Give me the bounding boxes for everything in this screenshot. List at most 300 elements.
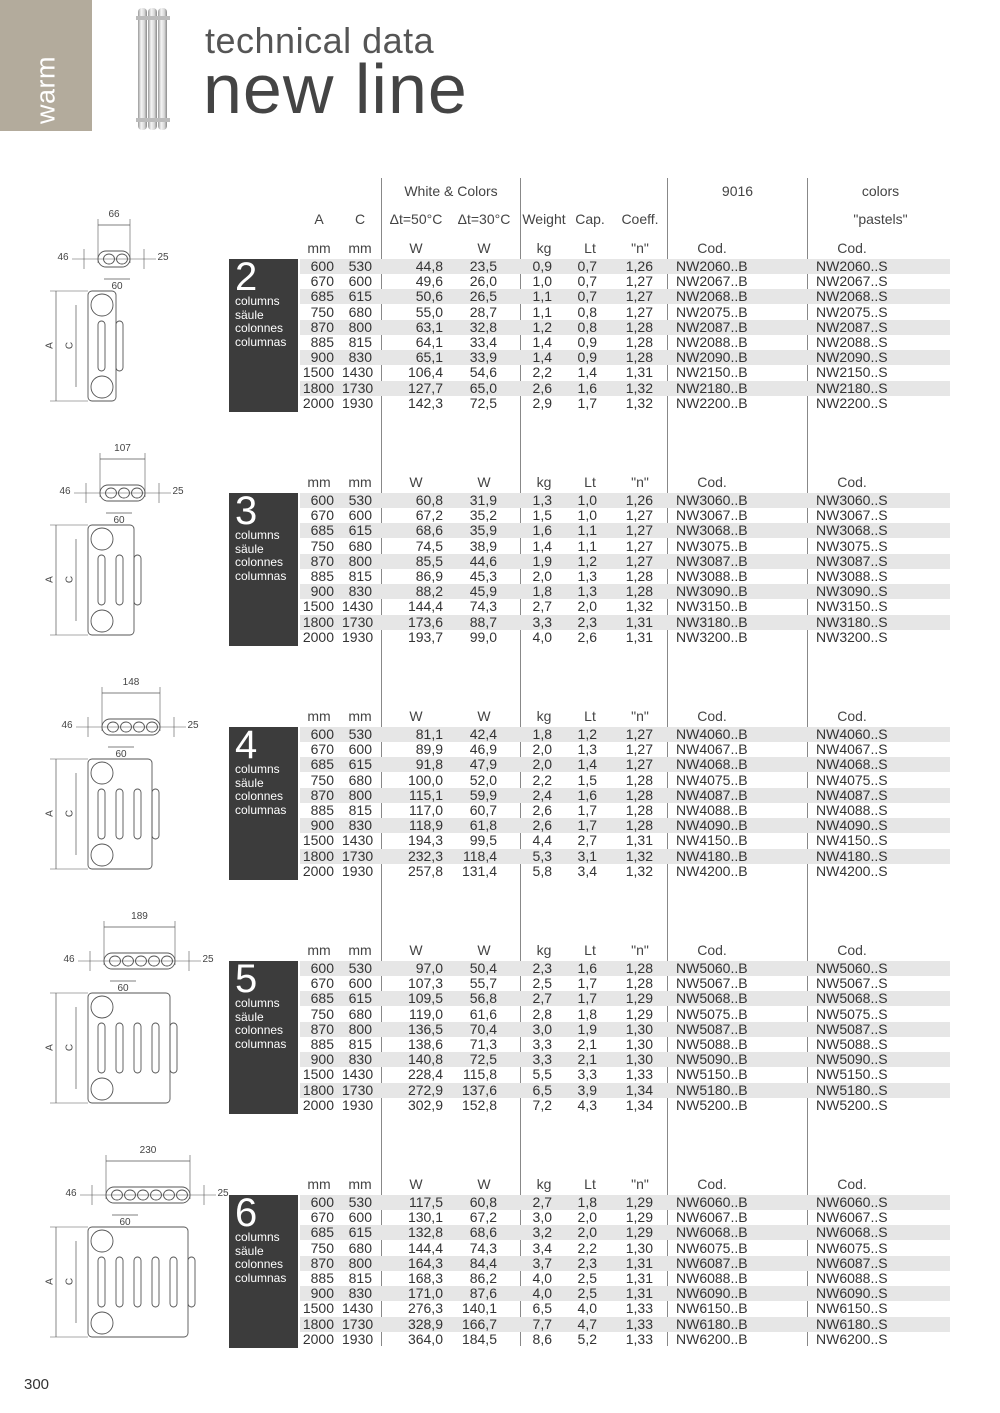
header-white-colors: White & Colors: [404, 183, 498, 199]
table-cell: 2000: [302, 394, 334, 411]
table-cell: 680: [348, 1005, 372, 1022]
table-cell: NW2068..S: [816, 288, 888, 305]
table-cell: NW6200..S: [816, 1330, 888, 1347]
table-cell: NW6060..S: [816, 1194, 888, 1210]
columns-block: [229, 255, 298, 412]
table-cell: 1,31: [625, 1270, 653, 1286]
unit-label: Cod.: [837, 240, 867, 256]
table-cell: 1,32: [625, 394, 653, 411]
table-cell: 1,1: [532, 303, 552, 320]
table-cell: NW2180..S: [816, 379, 888, 396]
table-cell: NW2200..B: [676, 394, 748, 411]
table-cell: 1,8: [577, 1005, 597, 1022]
table-cell: 4,0: [532, 1285, 552, 1302]
table-cell: NW3068..B: [676, 522, 748, 539]
table-cell: 1800: [302, 613, 334, 630]
table-cell: NW3088..S: [816, 568, 888, 584]
table-cell: 1,28: [625, 349, 653, 366]
table-cell: NW5075..S: [816, 1005, 888, 1022]
table-cell: 670: [310, 507, 334, 524]
table-cell: 1,29: [625, 1005, 653, 1022]
table-cell: 600: [348, 273, 372, 290]
table-cell: 670: [310, 1209, 334, 1226]
table-cell: 670: [310, 741, 334, 758]
table-cell: 5,3: [532, 847, 552, 864]
table-cell: 615: [348, 522, 372, 539]
table-cell: 1,7: [577, 990, 597, 1007]
table-cell: 1,9: [532, 552, 552, 569]
table-cell: 115,1: [409, 786, 443, 803]
table-cell: 3,0: [532, 1020, 552, 1037]
table-cell: 1,6: [577, 379, 597, 396]
table-cell: 600: [348, 1209, 372, 1226]
table-cell: 32,8: [469, 318, 497, 335]
diagram-depth-right-label: 25: [202, 954, 214, 965]
table-cell: 885: [310, 1270, 334, 1286]
header-weight: Weight: [522, 211, 566, 227]
table-cell: NW3090..B: [676, 583, 748, 600]
unit-label: Lt: [584, 942, 596, 958]
table-cell: 2,0: [577, 598, 597, 615]
diagram-a-label: A: [44, 1278, 56, 1285]
table-cell: NW2060..S: [816, 258, 888, 274]
table-cell: 1930: [342, 1330, 374, 1347]
table-cell: 99,0: [469, 628, 497, 645]
table-cell: 1,32: [625, 847, 653, 864]
table-cell: 0,8: [577, 318, 597, 335]
diagram-c-label: C: [64, 809, 76, 818]
columns-label-line: columns: [235, 1230, 280, 1244]
table-cell: 1,29: [625, 1209, 653, 1226]
table-cell: NW3180..S: [816, 613, 888, 630]
unit-label: Cod.: [697, 942, 727, 958]
diagram-spacing-label: 60: [119, 1217, 131, 1228]
unit-label: W: [477, 240, 491, 256]
table-cell: 1,28: [625, 960, 653, 976]
table-cell: 2,5: [577, 1270, 597, 1286]
table-cell: 1,31: [625, 364, 653, 381]
table-cell: NW4075..S: [816, 771, 888, 788]
columns-label-line: säule: [235, 1009, 264, 1024]
table-cell: 900: [310, 1285, 334, 1302]
table-cell: 1,32: [625, 862, 653, 879]
table-cell: 600: [348, 975, 372, 992]
page-title: new line: [203, 50, 468, 128]
table-cell: 72,5: [469, 1051, 497, 1068]
table-cell: 1430: [342, 1066, 374, 1083]
columns-block: [229, 1191, 298, 1348]
unit-label: W: [477, 708, 491, 724]
table-cell: 2,6: [577, 628, 597, 645]
table-cell: 7,2: [532, 1096, 552, 1113]
table-cell: 2,6: [532, 817, 552, 834]
table-cell: 142,3: [407, 394, 443, 411]
diagram-spacing-label: 60: [111, 281, 123, 292]
table-cell: NW3150..S: [816, 598, 888, 615]
table-cell: 1800: [302, 847, 334, 864]
diagram-spacing-label: 60: [115, 749, 127, 760]
table-cell: 750: [310, 771, 334, 788]
columns-label-line: columnas: [235, 802, 287, 817]
diagram-spacing-label: 60: [113, 515, 125, 526]
table-cell: 2,4: [532, 786, 552, 803]
table-cell: 1,30: [625, 1051, 653, 1068]
table-cell: NW4087..S: [816, 786, 888, 803]
diagram-width-label: 189: [131, 911, 148, 922]
table-cell: 137,6: [461, 1081, 497, 1098]
diagram-depth-right-label: 25: [157, 252, 169, 263]
table-cell: 107,3: [407, 975, 443, 992]
table-cell: NW4068..B: [676, 756, 748, 773]
columns-label-line: columns: [235, 528, 280, 542]
table-cell: 1,32: [625, 598, 653, 615]
table-cell: NW6060..B: [676, 1194, 748, 1210]
columns-label-line: columns: [235, 762, 280, 776]
table-cell: 685: [310, 288, 334, 305]
unit-label: Lt: [584, 708, 596, 724]
table-cell: NW6090..B: [676, 1285, 748, 1302]
table-cell: NW4150..B: [676, 832, 748, 849]
diagram-c-label: C: [64, 1043, 76, 1052]
table-cell: NW5200..B: [676, 1096, 748, 1113]
table-cell: 86,2: [469, 1270, 497, 1286]
table-cell: 1,6: [577, 960, 597, 976]
table-cell: 54,6: [469, 364, 497, 381]
table-cell: 2,0: [532, 741, 552, 758]
unit-label: "n": [631, 942, 649, 958]
unit-label: mm: [348, 708, 372, 724]
table-cell: 1,3: [577, 568, 597, 584]
table-cell: 31,9: [469, 492, 497, 508]
table-cell: 140,8: [407, 1051, 443, 1068]
table-cell: 1,34: [625, 1096, 653, 1113]
table-cell: 60,7: [469, 802, 497, 818]
table-cell: 600: [310, 492, 334, 508]
table-cell: NW6075..S: [816, 1239, 888, 1256]
table-cell: 117,0: [409, 802, 443, 818]
table-cell: 1730: [342, 1315, 374, 1332]
table-cell: 1730: [342, 613, 374, 630]
diagram-depth-label: 46: [59, 486, 71, 497]
radiator-dimension-diagram: [40, 1147, 220, 1347]
unit-label: "n": [631, 708, 649, 724]
columns-label-line: colonnes: [235, 555, 284, 569]
table-cell: 1,33: [625, 1300, 653, 1317]
header-coeff: Coeff.: [621, 211, 659, 227]
table-cell: 1,28: [625, 334, 653, 350]
table-cell: 1,5: [577, 771, 597, 788]
diagram-depth-label: 46: [61, 720, 73, 731]
table-cell: 86,9: [415, 568, 443, 584]
table-cell: 0,9: [532, 258, 552, 274]
table-cell: 87,6: [469, 1285, 497, 1302]
table-cell: 3,4: [577, 862, 597, 879]
table-cell: 2,6: [532, 379, 552, 396]
table-cell: 3,3: [532, 613, 552, 630]
table-cell: 4,7: [577, 1315, 597, 1332]
table-cell: 2,0: [532, 756, 552, 773]
table-cell: NW4067..S: [816, 741, 888, 758]
table-cell: NW2067..S: [816, 273, 888, 290]
table-cell: 61,6: [469, 1005, 497, 1022]
table-cell: NW6075..B: [676, 1239, 748, 1256]
table-cell: 7,7: [532, 1315, 552, 1332]
table-cell: 1,30: [625, 1036, 653, 1052]
table-cell: 127,7: [407, 379, 443, 396]
table-cell: 1,8: [532, 726, 552, 742]
table-cell: NW4180..B: [676, 847, 748, 864]
table-cell: NW3060..S: [816, 492, 888, 508]
table-cell: 1,1: [577, 522, 597, 539]
table-cell: 2,7: [532, 990, 552, 1007]
table-cell: 173,6: [407, 613, 443, 630]
diagram-depth-right-label: 25: [172, 486, 184, 497]
table-cell: 900: [310, 1051, 334, 1068]
table-cell: 26,0: [469, 273, 497, 290]
table-cell: 685: [310, 990, 334, 1007]
table-cell: 3,2: [532, 1224, 552, 1241]
table-cell: 68,6: [415, 522, 443, 539]
table-cell: 1,4: [532, 334, 552, 350]
diagram-spacing-label: 60: [117, 983, 129, 994]
columns-label-line: säule: [235, 1243, 264, 1258]
table-cell: NW3090..S: [816, 583, 888, 600]
unit-label: kg: [536, 942, 552, 958]
table-cell: 885: [310, 334, 334, 350]
table-cell: 33,9: [469, 349, 497, 366]
columns-label-line: colonnes: [235, 1023, 284, 1037]
table-cell: 1800: [302, 1081, 334, 1098]
table-cell: NW3075..S: [816, 537, 888, 554]
table-cell: 830: [348, 583, 372, 600]
table-cell: 6,5: [532, 1081, 552, 1098]
table-cell: 45,9: [469, 583, 497, 600]
table-cell: 680: [348, 537, 372, 554]
table-cell: 1430: [342, 832, 374, 849]
table-cell: 91,8: [415, 756, 443, 773]
table-cell: 3,1: [577, 847, 597, 864]
unit-label: Lt: [584, 474, 596, 490]
table-cell: 750: [310, 1239, 334, 1256]
page-number: 300: [24, 1376, 50, 1393]
table-cell: 1,31: [625, 1254, 653, 1271]
unit-label: W: [409, 240, 423, 256]
table-cell: 47,9: [469, 756, 497, 773]
table-cell: 84,4: [469, 1254, 497, 1271]
table-cell: 2,5: [577, 1285, 597, 1302]
unit-label: Lt: [584, 1176, 596, 1192]
table-cell: 144,4: [407, 1239, 443, 1256]
table-cell: 3,3: [532, 1051, 552, 1068]
columns-label-line: säule: [235, 541, 264, 556]
unit-label: W: [409, 708, 423, 724]
table-cell: 63,1: [415, 318, 443, 335]
table-cell: 232,3: [407, 847, 443, 864]
columns-count: 2: [235, 255, 258, 299]
table-cell: 171,0: [407, 1285, 443, 1302]
table-cell: 2,0: [577, 1224, 597, 1241]
columns-label: [235, 997, 286, 1051]
unit-label: mm: [348, 942, 372, 958]
columns-label-line: colonnes: [235, 789, 284, 803]
table-cell: 800: [348, 318, 372, 335]
table-cell: 830: [348, 1051, 372, 1068]
table-cell: 1,31: [625, 1285, 653, 1302]
table-cell: NW4067..B: [676, 741, 748, 758]
table-cell: 1930: [342, 394, 374, 411]
table-cell: 870: [310, 318, 334, 335]
table-cell: 600: [310, 1194, 334, 1210]
table-cell: 3,7: [532, 1254, 552, 1271]
table-cell: 870: [310, 1254, 334, 1271]
table-cell: NW6087..S: [816, 1254, 888, 1271]
table-cell: 23,5: [469, 258, 497, 274]
table-cell: 1,27: [625, 273, 653, 290]
table-cell: 0,9: [577, 349, 597, 366]
table-cell: NW3067..B: [676, 507, 748, 524]
columns-label-line: colonnes: [235, 1257, 284, 1271]
table-cell: 1,27: [625, 741, 653, 758]
table-cell: 130,1: [407, 1209, 443, 1226]
table-cell: NW3150..B: [676, 598, 748, 615]
table-cell: 800: [348, 1254, 372, 1271]
radiator-dimension-diagram: [40, 445, 220, 645]
table-cell: 750: [310, 537, 334, 554]
table-cell: 885: [310, 568, 334, 584]
table-cell: 830: [348, 1285, 372, 1302]
table-cell: 685: [310, 522, 334, 539]
diagram-c-label: C: [64, 575, 76, 584]
table-cell: NW6200..B: [676, 1330, 748, 1347]
table-cell: 2,7: [532, 1194, 552, 1210]
table-cell: 615: [348, 1224, 372, 1241]
unit-label: Cod.: [837, 1176, 867, 1192]
table-cell: 1,28: [625, 318, 653, 335]
table-cell: 276,3: [407, 1300, 443, 1317]
table-cell: 65,0: [469, 379, 497, 396]
table-cell: NW4060..S: [816, 726, 888, 742]
unit-label: "n": [631, 474, 649, 490]
unit-label: kg: [536, 1176, 552, 1192]
table-cell: NW4150..S: [816, 832, 888, 849]
header-c: C: [354, 211, 366, 227]
table-cell: 193,7: [407, 628, 443, 645]
table-cell: 1,29: [625, 1194, 653, 1210]
table-cell: 2,9: [532, 394, 552, 411]
table-cell: 530: [348, 726, 372, 742]
table-cell: NW6087..B: [676, 1254, 748, 1271]
table-cell: 870: [310, 1020, 334, 1037]
table-cell: 1730: [342, 847, 374, 864]
table-cell: 1,6: [532, 522, 552, 539]
table-cell: NW5075..B: [676, 1005, 748, 1022]
table-cell: 38,9: [469, 537, 497, 554]
table-cell: NW3088..B: [676, 568, 748, 584]
table-cell: NW2075..B: [676, 303, 748, 320]
table-cell: 88,7: [469, 613, 497, 630]
diagram-depth-label: 46: [57, 252, 69, 263]
table-cell: 1,33: [625, 1330, 653, 1347]
table-cell: 1,8: [577, 1194, 597, 1210]
table-cell: 131,4: [461, 862, 497, 879]
table-cell: 35,2: [469, 507, 497, 524]
diagram-a-label: A: [44, 342, 56, 349]
columns-label-line: columnas: [235, 568, 287, 583]
table-cell: NW3060..B: [676, 492, 748, 508]
table-cell: 2,7: [532, 598, 552, 615]
page-title-small: technical data: [205, 20, 435, 61]
table-cell: 1,2: [532, 318, 552, 335]
table-cell: NW4180..S: [816, 847, 888, 864]
table-cell: NW5060..S: [816, 960, 888, 976]
table-cell: NW6090..S: [816, 1285, 888, 1302]
table-cell: 2,3: [577, 1254, 597, 1271]
table-cell: 2000: [302, 628, 334, 645]
table-cell: NW3200..S: [816, 628, 888, 645]
table-cell: 67,2: [469, 1209, 497, 1226]
unit-label: mm: [307, 474, 331, 490]
columns-count: 4: [235, 723, 258, 767]
table-cell: NW3068..S: [816, 522, 888, 539]
unit-label: W: [409, 474, 423, 490]
columns-label: [235, 295, 286, 349]
table-cell: 815: [348, 1036, 372, 1052]
unit-label: Cod.: [837, 474, 867, 490]
table-cell: NW2068..B: [676, 288, 748, 305]
table-cell: 1,1: [532, 288, 552, 305]
table-cell: NW4200..S: [816, 862, 888, 879]
header-pastels: "pastels": [853, 211, 908, 227]
table-cell: 1500: [302, 364, 334, 381]
diagram-c-label: C: [64, 1277, 76, 1286]
table-cell: 1,28: [625, 802, 653, 818]
unit-label: kg: [536, 240, 552, 256]
table-cell: 1,27: [625, 522, 653, 539]
diagram-width-label: 230: [139, 1145, 157, 1156]
diagram-depth-label: 46: [63, 954, 75, 965]
table-cell: 194,3: [407, 832, 443, 849]
table-cell: 900: [310, 349, 334, 366]
table-cell: 750: [310, 1005, 334, 1022]
table-cell: 33,4: [469, 334, 497, 350]
table-cell: NW3075..B: [676, 537, 748, 554]
table-cell: 85,5: [415, 552, 443, 569]
table-cell: 600: [310, 258, 334, 274]
table-cell: NW4087..B: [676, 786, 748, 803]
unit-label: W: [477, 1176, 491, 1192]
unit-label: Cod.: [697, 240, 727, 256]
table-cell: NW5067..S: [816, 975, 888, 992]
table-cell: 4,0: [532, 1270, 552, 1286]
table-cell: 1,28: [625, 771, 653, 788]
table-cell: 1430: [342, 364, 374, 381]
columns-count: 3: [235, 489, 258, 533]
table-cell: NW5088..B: [676, 1036, 748, 1052]
table-cell: 138,6: [407, 1036, 443, 1052]
table-cell: 1,27: [625, 756, 653, 773]
table-cell: 1500: [302, 1300, 334, 1317]
table-cell: 1730: [342, 1081, 374, 1098]
table-cell: 140,1: [461, 1300, 497, 1317]
table-cell: 815: [348, 802, 372, 818]
table-cell: 2,0: [577, 1209, 597, 1226]
table-cell: 109,5: [407, 990, 443, 1007]
table-cell: 1,7: [577, 975, 597, 992]
table-cell: NW2087..S: [816, 318, 888, 335]
table-cell: 830: [348, 349, 372, 366]
diagram-depth-label: 46: [65, 1188, 77, 1199]
table-cell: 1,27: [625, 303, 653, 320]
